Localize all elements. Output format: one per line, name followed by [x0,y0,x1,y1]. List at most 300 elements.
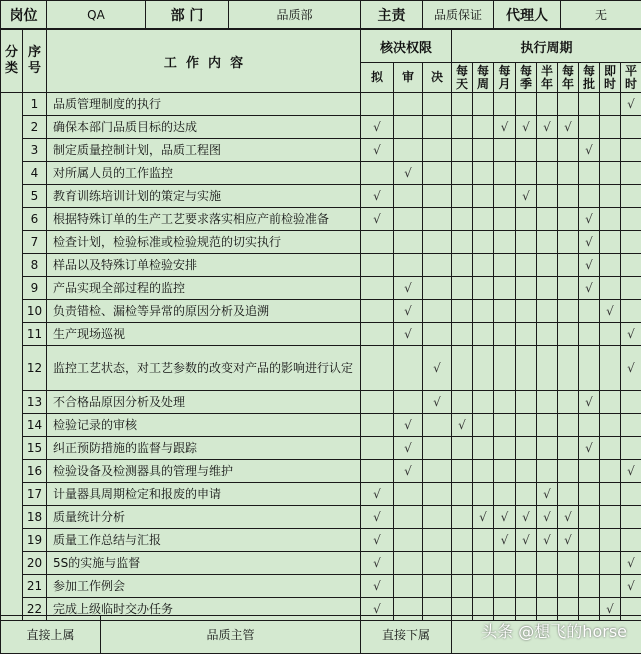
check-mark-icon: √ [500,510,509,524]
check-cell [516,116,537,139]
check-mark-icon: √ [585,395,593,409]
check-cell [423,529,452,552]
check-cell [600,552,621,575]
check-cell [537,323,558,346]
check-cell [361,208,394,231]
check-cell [361,391,394,414]
check-cell [621,437,641,460]
check-cell [394,437,423,460]
col-period-6: 每批 [579,63,600,93]
check-cell [494,116,516,139]
col-authority-1: 审 [394,63,423,93]
check-cell [558,93,579,116]
table-row [1,277,641,300]
check-cell [423,323,452,346]
check-cell [558,277,579,300]
check-cell [579,162,600,185]
category-cell [1,93,23,621]
check-cell [452,185,473,208]
check-cell [494,254,516,277]
check-cell [394,277,423,300]
check-cell [579,460,600,483]
duty-label: 主责 [361,1,423,29]
check-cell [579,300,600,323]
check-mark-icon: √ [522,510,530,524]
check-cell [621,300,641,323]
check-cell [621,391,641,414]
check-cell [600,506,621,529]
check-cell [621,552,641,575]
check-cell [600,93,621,116]
task-text: 负责错检、漏检等异常的原因分析及追溯 [47,300,361,323]
check-mark-icon: √ [543,487,551,501]
check-cell [473,323,494,346]
check-cell [394,231,423,254]
check-cell [452,346,473,391]
check-cell [394,529,423,552]
check-cell [361,277,394,300]
task-text: 计量器具周期检定和报废的申请 [47,483,361,506]
check-cell [558,575,579,598]
check-cell [452,460,473,483]
table-row [1,391,641,414]
check-mark-icon: √ [500,120,509,134]
task-text: 质量统计分析 [47,506,361,529]
check-mark-icon: √ [404,304,412,318]
check-mark-icon: √ [373,556,381,570]
check-mark-icon: √ [522,120,530,134]
check-cell [361,414,394,437]
check-mark-icon: √ [433,361,441,375]
check-mark-icon: √ [543,510,551,524]
check-cell [473,391,494,414]
check-cell [558,254,579,277]
dept-value: 品质部 [229,1,361,29]
watermark: 头条 @想飞的horse [481,622,627,641]
check-cell [600,162,621,185]
check-cell [473,506,494,529]
check-cell [494,139,516,162]
check-mark-icon: √ [373,189,381,203]
col-period-0: 每天 [452,63,473,93]
check-cell [558,346,579,391]
check-cell [537,139,558,162]
check-cell [452,437,473,460]
check-cell [558,552,579,575]
check-cell [423,483,452,506]
check-cell [361,437,394,460]
check-cell [621,575,641,598]
check-cell [494,323,516,346]
table-row [1,185,641,208]
check-cell [600,391,621,414]
check-cell [394,139,423,162]
check-cell [600,139,621,162]
check-cell [579,529,600,552]
task-text: 生产现场巡视 [47,323,361,346]
check-cell [361,575,394,598]
col-period-8: 平时 [621,63,641,93]
col-content: 工 作 内 容 [47,30,361,93]
check-cell [494,93,516,116]
row-number: 2 [23,116,47,139]
check-mark-icon: √ [564,510,572,524]
table-row [1,575,641,598]
table-row [1,460,641,483]
check-cell [473,93,494,116]
row-number: 12 [23,346,47,391]
check-mark-icon: √ [564,120,572,134]
check-cell [537,185,558,208]
table-row [1,346,641,391]
check-cell [600,185,621,208]
check-cell [423,391,452,414]
check-cell [537,575,558,598]
table-row [1,231,641,254]
check-cell [579,208,600,231]
subordinate-label: 直接下属 [361,616,452,654]
check-cell [558,323,579,346]
check-cell [473,483,494,506]
check-cell [423,346,452,391]
check-cell [600,323,621,346]
row-number: 16 [23,460,47,483]
check-cell [558,300,579,323]
task-text: 教育训练培训计划的策定与实施 [47,185,361,208]
check-cell [621,483,641,506]
check-cell [537,93,558,116]
task-text: 完成上级临时交办任务 [47,598,361,621]
check-cell [494,575,516,598]
task-text: 参加工作例会 [47,575,361,598]
check-cell [452,231,473,254]
check-cell [361,323,394,346]
check-cell [361,185,394,208]
table-row [1,323,641,346]
check-mark-icon: √ [404,418,412,432]
check-cell [579,414,600,437]
task-text: 5S的实施与监督 [47,552,361,575]
check-cell [494,460,516,483]
check-cell [621,185,641,208]
check-cell [494,529,516,552]
check-cell [579,391,600,414]
check-mark-icon: √ [404,464,412,478]
check-cell [516,277,537,300]
check-mark-icon: √ [627,579,635,593]
task-text: 检验设备及检测器具的管理与维护 [47,460,361,483]
check-mark-icon: √ [404,281,412,295]
check-cell [537,346,558,391]
check-cell [621,208,641,231]
check-cell [537,116,558,139]
check-cell [361,529,394,552]
check-mark-icon: √ [585,258,593,272]
check-cell [452,552,473,575]
check-cell [473,346,494,391]
check-cell [621,116,641,139]
check-cell [600,529,621,552]
row-number: 5 [23,185,47,208]
check-cell [452,575,473,598]
check-mark-icon: √ [404,327,412,341]
check-cell [621,414,641,437]
check-cell [600,414,621,437]
check-mark-icon: √ [433,395,441,409]
check-cell [361,139,394,162]
check-cell [579,346,600,391]
check-cell [579,185,600,208]
check-cell [494,483,516,506]
check-cell [579,254,600,277]
check-cell [394,483,423,506]
check-cell [494,437,516,460]
row-number: 22 [23,598,47,621]
check-cell [452,300,473,323]
check-cell [600,231,621,254]
check-mark-icon: √ [585,281,593,295]
check-cell [537,437,558,460]
check-cell [579,437,600,460]
task-text: 纠正预防措施的监督与跟踪 [47,437,361,460]
check-mark-icon: √ [404,441,412,455]
check-mark-icon: √ [606,304,614,318]
check-cell [516,575,537,598]
check-cell [452,277,473,300]
check-mark-icon: √ [543,120,551,134]
table-row [1,552,641,575]
table-row [1,483,641,506]
check-cell [423,575,452,598]
superior-value: 品质主管 [101,616,361,654]
agent-value: 无 [561,1,641,29]
check-cell [600,277,621,300]
check-cell [361,552,394,575]
col-period-4: 半年 [537,63,558,93]
check-cell [537,460,558,483]
check-cell [516,552,537,575]
check-cell [473,529,494,552]
check-cell [394,552,423,575]
task-text: 产品实现全部过程的监控 [47,277,361,300]
duty-value: 品质保证 [423,1,494,29]
check-cell [452,323,473,346]
check-cell [361,162,394,185]
check-cell [423,231,452,254]
check-cell [579,483,600,506]
check-cell [423,300,452,323]
check-cell [452,162,473,185]
check-cell [621,346,641,391]
check-cell [473,414,494,437]
check-cell [516,506,537,529]
check-cell [516,254,537,277]
check-cell [361,506,394,529]
check-cell [621,93,641,116]
check-mark-icon: √ [585,143,593,157]
row-number: 20 [23,552,47,575]
check-cell [537,277,558,300]
check-cell [452,254,473,277]
row-number: 6 [23,208,47,231]
check-cell [473,162,494,185]
agent-label: 代理人 [494,1,561,29]
check-cell [361,116,394,139]
task-text: 确保本部门品质目标的达成 [47,116,361,139]
check-cell [516,414,537,437]
check-cell [579,93,600,116]
check-mark-icon: √ [627,556,635,570]
check-mark-icon: √ [373,579,381,593]
header-table [0,0,641,29]
superior-label: 直接上属 [1,616,101,654]
check-cell [600,300,621,323]
check-cell [558,529,579,552]
check-cell [452,506,473,529]
check-cell [600,208,621,231]
task-text: 制定质量控制计划，品质工程图 [47,139,361,162]
col-authority-group: 核决权限 [361,30,452,63]
table-row [1,300,641,323]
check-cell [423,208,452,231]
check-mark-icon: √ [373,120,381,134]
check-cell [621,277,641,300]
table-row [1,506,641,529]
check-cell [494,506,516,529]
check-cell [394,460,423,483]
check-cell [537,506,558,529]
check-mark-icon: √ [458,418,466,432]
row-number: 21 [23,575,47,598]
task-text: 对所属人员的工作监控 [47,162,361,185]
check-mark-icon: √ [373,510,381,524]
check-cell [537,414,558,437]
col-period-1: 每周 [473,63,494,93]
check-mark-icon: √ [585,441,593,455]
row-number: 18 [23,506,47,529]
task-text: 检查计划，检验标准或检验规范的切实执行 [47,231,361,254]
check-mark-icon: √ [373,533,381,547]
check-cell [579,231,600,254]
check-cell [494,346,516,391]
check-cell [579,323,600,346]
check-cell [394,300,423,323]
check-cell [516,323,537,346]
row-number: 10 [23,300,47,323]
check-cell [579,506,600,529]
check-mark-icon: √ [627,97,635,111]
table-row [1,208,641,231]
check-cell [361,483,394,506]
check-cell [423,93,452,116]
check-mark-icon: √ [543,533,551,547]
check-cell [452,529,473,552]
task-text: 根据特殊订单的生产工艺要求落实相应产前检验准备 [47,208,361,231]
check-cell [579,116,600,139]
task-table [0,29,641,621]
check-cell [361,460,394,483]
check-cell [579,552,600,575]
check-mark-icon: √ [479,510,487,524]
post-label: 岗位 [1,1,47,29]
check-cell [473,300,494,323]
col-category: 分类 [1,30,23,93]
col-period-7: 即时 [600,63,621,93]
check-cell [423,162,452,185]
check-mark-icon: √ [404,166,412,180]
check-cell [473,116,494,139]
check-cell [621,506,641,529]
check-cell [423,552,452,575]
task-text: 质量工作总结与汇报 [47,529,361,552]
row-number: 7 [23,231,47,254]
check-cell [394,185,423,208]
check-mark-icon: √ [585,212,593,226]
check-cell [423,506,452,529]
check-cell [621,162,641,185]
check-cell [516,300,537,323]
check-cell [473,185,494,208]
check-cell [423,437,452,460]
check-cell [537,391,558,414]
check-cell [423,277,452,300]
check-cell [579,575,600,598]
check-cell [600,483,621,506]
check-cell [600,575,621,598]
check-cell [494,300,516,323]
check-mark-icon: √ [373,143,381,157]
check-cell [537,300,558,323]
check-cell [394,208,423,231]
check-cell [537,529,558,552]
check-cell [558,391,579,414]
check-cell [452,391,473,414]
row-number: 11 [23,323,47,346]
check-mark-icon: √ [627,361,635,375]
check-cell [558,162,579,185]
check-cell [473,552,494,575]
check-cell [558,185,579,208]
check-cell [361,346,394,391]
row-number: 15 [23,437,47,460]
check-cell [394,323,423,346]
col-authority-2: 决 [423,63,452,93]
check-cell [423,254,452,277]
check-cell [600,116,621,139]
check-cell [394,254,423,277]
table-row [1,162,641,185]
row-number: 14 [23,414,47,437]
task-text: 不合格品原因分析及处理 [47,391,361,414]
table-row [1,529,641,552]
check-cell [600,346,621,391]
check-cell [494,208,516,231]
check-cell [473,437,494,460]
check-cell [537,254,558,277]
check-mark-icon: √ [522,533,530,547]
row-number: 1 [23,93,47,116]
col-period-3: 每季 [516,63,537,93]
check-cell [394,116,423,139]
check-cell [600,460,621,483]
check-cell [473,254,494,277]
check-cell [558,139,579,162]
check-cell [423,414,452,437]
check-mark-icon: √ [564,533,572,547]
check-cell [558,116,579,139]
col-seq: 序号 [23,30,47,93]
check-mark-icon: √ [627,327,635,341]
